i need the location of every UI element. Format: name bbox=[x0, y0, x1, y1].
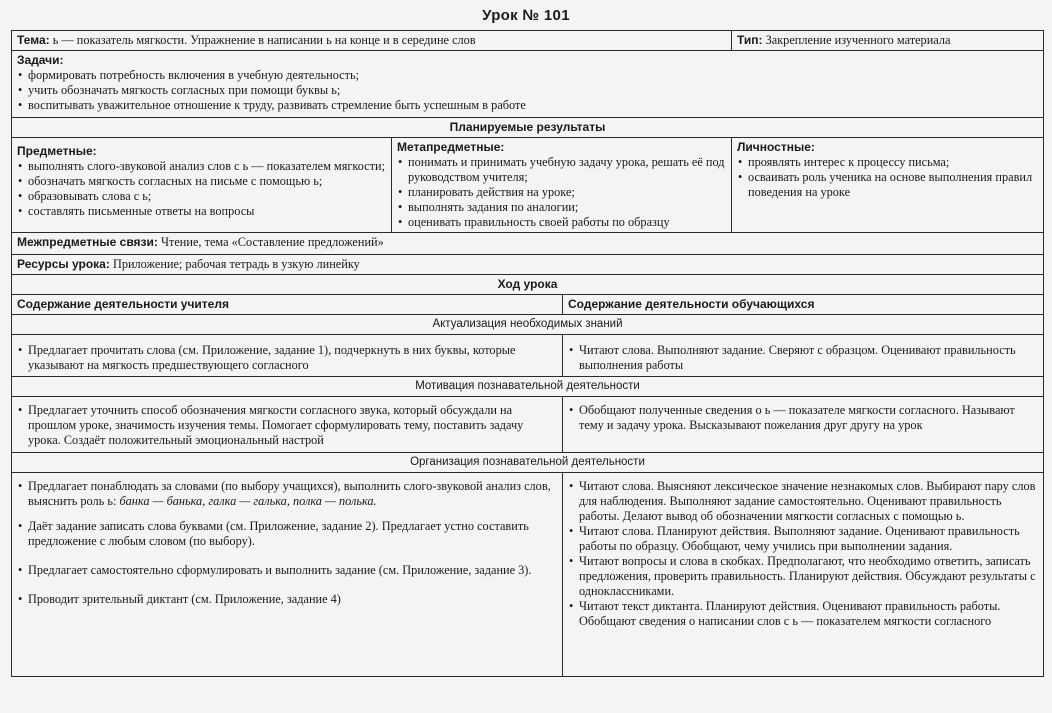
students-activity-cell bbox=[563, 335, 1044, 377]
stage-title: Мотивация познавательной деятельности bbox=[12, 377, 1044, 397]
interdisciplinary-row bbox=[12, 233, 1044, 255]
course-header-row bbox=[12, 275, 1044, 295]
stage-title: Организация познавательной деятельности bbox=[12, 453, 1044, 473]
subject-results-cell bbox=[12, 138, 392, 233]
resources-cell bbox=[12, 255, 1044, 275]
stage-row bbox=[12, 335, 1044, 377]
students-column-header: Содержание деятельности обучающихся bbox=[563, 295, 1044, 315]
list-item: • Проводит зрительный диктант (см. Приложение, задание 4) bbox=[17, 592, 557, 607]
list-item: • выполнять задания по аналогии; bbox=[397, 200, 726, 215]
stage-header-row bbox=[12, 377, 1044, 397]
resources-label: Ресурсы урока: bbox=[17, 257, 110, 271]
tasks-list bbox=[17, 68, 1038, 113]
personal-results-label: Личностные: bbox=[737, 140, 815, 154]
list-item: • обозначать мягкость согласных на письме с помощью ь; bbox=[17, 174, 386, 189]
list-item: • формировать потребность включения в учебную деятельность; bbox=[17, 68, 1038, 83]
planned-results-header-row bbox=[12, 118, 1044, 138]
teacher-activity-cell bbox=[12, 335, 563, 377]
page-title: Урок № 101 bbox=[482, 7, 570, 24]
interdisciplinary-cell bbox=[12, 233, 1044, 255]
interdisciplinary-label: Межпредметные связи: bbox=[17, 235, 158, 249]
personal-results-cell bbox=[732, 138, 1044, 233]
tasks-label: Задачи: bbox=[17, 53, 64, 67]
tasks-cell bbox=[12, 51, 1044, 118]
tasks-row bbox=[12, 51, 1044, 118]
list-item: • Читают слова. Планируют действия. Выполняют задание. Оценивают правильность работы по образцу. Обобщают, чему учились при выполнении задания. bbox=[568, 524, 1038, 554]
theme-text: ь — показатель мягкости. Упражнение в написании ь на конце и в середине слов bbox=[52, 33, 476, 47]
example-words: банка — банька, галка — галька, полка — полька. bbox=[119, 494, 377, 508]
list-item: • Читают текст диктанта. Планируют действия. Оценивают правильность работы. Обобщают сведения о написании слов с ь — показателем мягкости согласного bbox=[568, 599, 1038, 629]
planned-results-row bbox=[12, 138, 1044, 233]
course-header: Ход урока bbox=[12, 275, 1044, 295]
list-item: • понимать и принимать учебную задачу урока, решать её под руководством учителя; bbox=[397, 155, 726, 185]
theme-cell bbox=[12, 31, 732, 51]
list-item: • планировать действия на уроке; bbox=[397, 185, 726, 200]
students-activity-cell bbox=[563, 397, 1044, 453]
meta-results-list bbox=[397, 155, 726, 230]
list-item: • оценивать правильность своей работы по образцу bbox=[397, 215, 726, 230]
stage-row bbox=[12, 397, 1044, 453]
teacher-activity-cell bbox=[12, 397, 563, 453]
interdisciplinary-text: Чтение, тема «Составление предложений» bbox=[160, 235, 384, 249]
lesson-table bbox=[11, 30, 1044, 677]
stage-row bbox=[12, 473, 1044, 677]
list-item: • Читают слова. Выясняют лексическое значение незнакомых слов. Выбирают пару слов для наблюдения. Выполняют задание самостоятельно. Оценивают правильность работы. Делают вывод об обозначении мягкости согласных с помощью ь. bbox=[568, 479, 1038, 524]
list-item: • Читают слова. Выполняют задание. Сверяют с образцом. Оценивают правильность выполнения работы bbox=[568, 343, 1038, 373]
type-cell bbox=[732, 31, 1044, 51]
list-item bbox=[17, 479, 557, 509]
teacher-activity-cell bbox=[12, 473, 563, 677]
personal-results-list bbox=[737, 155, 1038, 200]
students-activity-cell bbox=[563, 473, 1044, 677]
resources-text: Приложение; рабочая тетрадь в узкую линейку bbox=[112, 257, 360, 271]
list-item: • учить обозначать мягкость согласных при помощи буквы ь; bbox=[17, 83, 1038, 98]
stage-header-row bbox=[12, 315, 1044, 335]
planned-results-header: Планируемые результаты bbox=[12, 118, 1044, 138]
meta-results-cell bbox=[392, 138, 732, 233]
resources-row bbox=[12, 255, 1044, 275]
type-label: Тип: bbox=[737, 33, 763, 47]
subject-results-label: Предметные: bbox=[17, 144, 97, 158]
course-columns-row bbox=[12, 295, 1044, 315]
meta-results-label: Метапредметные: bbox=[397, 140, 505, 154]
list-item: • выполнять слого-звуковой анализ слов с ь — показателем мягкости; bbox=[17, 159, 386, 174]
list-item: • воспитывать уважительное отношение к труду, развивать стремление быть успешным в работе bbox=[17, 98, 1038, 113]
theme-label: Тема: bbox=[17, 33, 50, 47]
teacher-task-text: Предлагает понаблюдать за словами (по выбору учащихся), выполнить слого-звуковой анализ слов, выяснить роль ь: bbox=[28, 479, 551, 508]
list-item: • Предлагает прочитать слова (см. Приложение, задание 1), подчеркнуть в них буквы, которые указывают на мягкость предшествующего согласного bbox=[17, 343, 557, 373]
list-item: • образовывать слова с ь; bbox=[17, 189, 386, 204]
stage-header-row bbox=[12, 453, 1044, 473]
list-item: • составлять письменные ответы на вопросы bbox=[17, 204, 386, 219]
list-item: • Предлагает уточнить способ обозначения мягкости согласного звука, который обсуждали на прошлом уроке, значимость изучения темы. Помогает сформулировать тему, поставить задачу урока. Создаёт положительный эмоциональный настрой bbox=[17, 403, 557, 448]
list-item: • Читают вопросы и слова в скобках. Предполагают, что необходимо ответить, записать предложения, проверить правильность. Планируют действия. Обсуждают результаты с одноклассниками. bbox=[568, 554, 1038, 599]
stage-title: Актуализация необходимых знаний bbox=[12, 315, 1044, 335]
list-item: • Обобщают полученные сведения о ь — показателе мягкости согласного. Называют тему и задачу урока. Высказывают пожелания друг другу на урок bbox=[568, 403, 1038, 433]
subject-results-list bbox=[17, 159, 386, 219]
teacher-column-header: Содержание деятельности учителя bbox=[12, 295, 563, 315]
list-item: • Предлагает самостоятельно сформулировать и выполнить задание (см. Приложение, задание 3). bbox=[17, 563, 557, 578]
theme-row bbox=[12, 31, 1044, 51]
list-item: • проявлять интерес к процессу письма; bbox=[737, 155, 1038, 170]
list-item: • осваивать роль ученика на основе выполнения правил поведения на уроке bbox=[737, 170, 1038, 200]
type-text: Закрепление изученного материала bbox=[765, 33, 951, 47]
list-item: • Даёт задание записать слова буквами (см. Приложение, задание 2). Предлагает устно составить предложение с любым словом (по выбору). bbox=[17, 519, 557, 549]
